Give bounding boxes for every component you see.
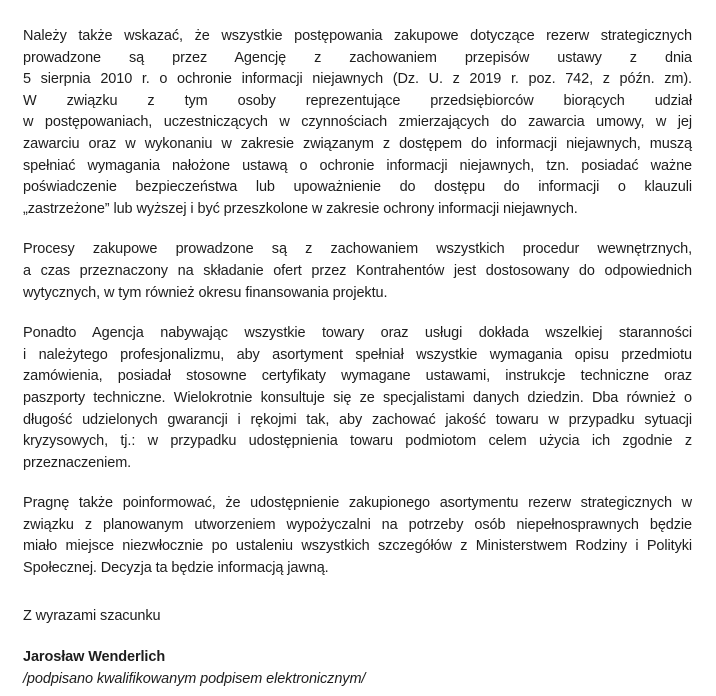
text-line: poświadczenie bezpieczeństwa lub upoważnienie do dostępu do informacji o klauzuli (23, 179, 692, 196)
signature-note: /podpisano kwalifikowanym podpisem elektronicznym/ (23, 670, 366, 687)
text-line: „zastrzeżone” lub wyższej i być przeszkolone w zakresie ochrony informacji niejawnych. (23, 200, 578, 217)
closing-salutation: Z wyrazami szacunku (23, 607, 161, 624)
text-line: wytycznych, w tym również okresu finansowania projektu. (23, 284, 388, 301)
paragraph-1 (23, 26, 692, 220)
text-line: 5 sierpnia 2010 r. o ochronie informacji niejawnych (Dz. U. z 2019 r. poz. 742, z późn. zm). (23, 71, 692, 88)
text-line: spełniać wymagania nałożone ustawą o ochronie informacji niejawnych, tzn. posiadać ważne (23, 157, 692, 174)
text-line: długość udzielonych gwarancji i rękojmi tak, aby zachować jakość towaru w przypadku sytuacji (23, 411, 692, 428)
text-line: Społecznej. Decyzja ta będzie informacją jawną. (23, 560, 329, 577)
text-line: kryzysowych, tj.: w przypadku udostępnienia towaru podmiotom celem użycia ich zgodnie z (23, 433, 692, 450)
text-line: Należy także wskazać, że wszystkie postępowania zakupowe dotyczące rezerw strategicznych (23, 28, 692, 44)
text-line: Pragnę także poinformować, że udostępnienie zakupionego asortymentu rezerw strategicznych w (23, 495, 692, 512)
paragraph-2 (23, 239, 692, 304)
paragraph-3 (23, 323, 692, 474)
text-line: miało miejsce niezwłocznie po ustaleniu wszystkich szczegółów z Ministerstwem Rodziny i Polityki (23, 538, 692, 555)
text-line: prowadzone są przez Agencję z zachowaniem przepisów ustawy z dnia (23, 49, 692, 66)
text-line: paszporty techniczne. Wielokrotnie konsultuje się ze specjalistami danych dziedzin. Dba również o (23, 389, 692, 406)
text-line: i należytego profesjonalizmu, aby asortyment spełniał wszystkie wymagania opisu przedmiotu (23, 346, 692, 363)
text-line: w postępowaniach, uczestniczących w czynnościach zmierzających do zawarcia umowy, w jej (23, 114, 692, 131)
paragraph-4 (23, 493, 692, 579)
text-line: zamówienia, posiadał stosowne certyfikaty wymagane ustawami, instrukcje techniczne oraz (23, 368, 692, 385)
text-line: Ponadto Agencja nabywając wszystkie towary oraz usługi dokłada wszelkiej staranności (23, 325, 692, 342)
text-line: W związku z tym osoby reprezentujące przedsiębiorców biorących udział (23, 92, 692, 109)
text-line: Procesy zakupowe prowadzone są z zachowaniem wszystkich procedur wewnętrznych, (23, 241, 692, 258)
text-line: związku z planowanym utworzeniem wypożyczalni na potrzeby osób niepełnosprawnych będzie (23, 516, 692, 533)
signature-name: Jarosław Wenderlich (23, 649, 166, 666)
text-line: przeznaczeniem. (23, 454, 132, 471)
text-line: zawarciu oraz w wykonaniu w zakresie związanym z dostępem do informacji niejawnych, muszą (23, 135, 692, 152)
text-line: a czas przeznaczony na składanie ofert przez Kontrahentów jest dostosowany do odpowiednich (23, 262, 692, 279)
